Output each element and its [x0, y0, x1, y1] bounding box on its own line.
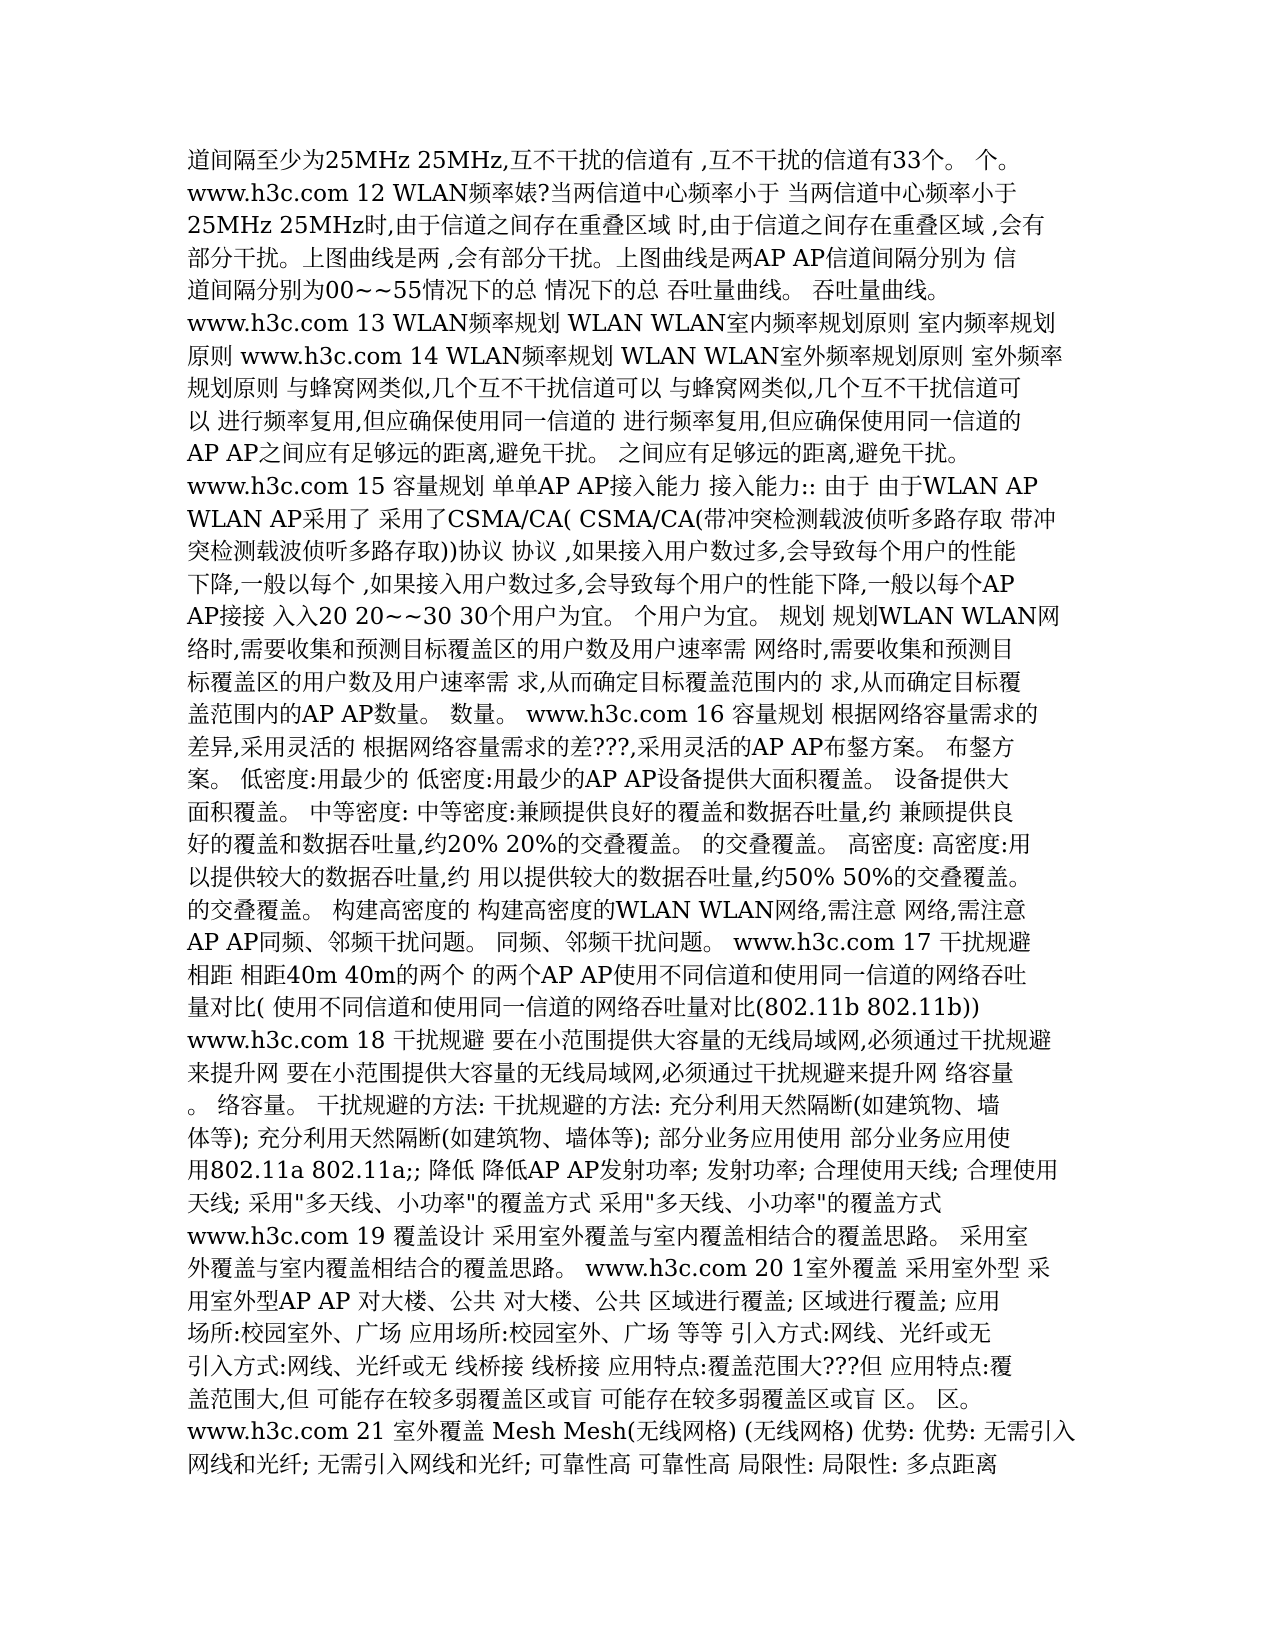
- body-text: [187, 145, 1087, 1481]
- text-line: www.h3c.com 12 WLAN频率婊?当两信道中心频率小于 当两信道中心频率小于: [187, 180, 1017, 207]
- text-line: 25MHz 25MHz时,由于信道之间存在重叠区域 时,由于信道之间存在重叠区域 ,会有: [187, 213, 1045, 240]
- text-line: 体等); 充分利用天然隔断(如建筑物、墙体等); 部分业务应用使用 部分业务应用使: [187, 1125, 1011, 1152]
- text-line: 道间隔至少为25MHz 25MHz,互不干扰的信道有 ,互不干扰的信道有33个。 个。: [187, 148, 1021, 174]
- text-line: 网线和光纤; 无需引入网线和光纤; 可靠性高 可靠性高 局限性: 局限性: 多点距离: [187, 1451, 998, 1478]
- text-line: 。 络容量。 干扰规避的方法: 干扰规避的方法: 充分利用天然隔断(如建筑物、墙: [187, 1093, 1000, 1120]
- text-line: 来提升网 要在小范围提供大容量的无线局域网,必须通过干扰规避来提升网 络容量: [187, 1060, 1014, 1087]
- text-line: AP接接 入入20 20~~30 30个用户为宜。 个用户为宜。 规划 规划WLAN WLAN网: [187, 604, 1061, 631]
- text-line: www.h3c.com 19 覆盖设计 采用室外覆盖与室内覆盖相结合的覆盖思路。 采用室: [187, 1223, 1029, 1250]
- text-line: www.h3c.com 13 WLAN频率规划 WLAN WLAN室内频率规划原则 室内频率规划: [187, 310, 1056, 337]
- text-line: 标覆盖区的用户数及用户速率需 求,从而确定目标覆盖范围内的 求,从而确定目标覆: [187, 669, 1022, 696]
- text-line: 原则 www.h3c.com 14 WLAN频率规划 WLAN WLAN室外频率规划原则 室外频率: [187, 343, 1063, 370]
- text-line: 盖范围大,但 可能存在较多弱覆盖区或盲 可能存在较多弱覆盖区或盲 区。 区。: [187, 1386, 983, 1413]
- text-line: 面积覆盖。 中等密度: 中等密度:兼顾提供良好的覆盖和数据吞吐量,约 兼顾提供良: [187, 799, 1014, 826]
- text-line: AP AP同频、邻频干扰问题。 同频、邻频干扰问题。 www.h3c.com 17 干扰规避: [187, 930, 1031, 957]
- text-line: 案。 低密度:用最少的 低密度:用最少的AP AP设备提供大面积覆盖。 设备提供大: [187, 767, 1009, 794]
- text-line: www.h3c.com 18 干扰规避 要在小范围提供大容量的无线局域网,必须通过干扰规避: [187, 1028, 1052, 1055]
- text-line: 用室外型AP AP 对大楼、公共 对大楼、公共 区域进行覆盖; 区域进行覆盖; 应用: [187, 1288, 1001, 1315]
- text-line: 差异,采用灵活的 根据网络容量需求的差???,采用灵活的AP AP布錖方案。 布錖方: [187, 734, 1015, 761]
- text-line: 天线; 采用"多天线、小功率"的覆盖方式 采用"多天线、小功率"的覆盖方式: [187, 1191, 942, 1217]
- text-line: 以 进行频率复用,但应确保使用同一信道的 进行频率复用,但应确保使用同一信道的: [187, 408, 1022, 435]
- text-line: 好的覆盖和数据吞吐量,约20% 20%的交叠覆盖。 的交叠覆盖。 高密度: 高密度:用: [187, 832, 1032, 859]
- text-line: 道间隔分别为00~~55情况下的总 情况下的总 吞吐量曲线。 吞吐量曲线。: [187, 278, 951, 305]
- text-line: 规划原则 与蜂窝网类似,几个互不干扰信道可以 与蜂窝网类似,几个互不干扰信道可: [187, 376, 1022, 403]
- text-line: 盖范围内的AP AP数量。 数量。 www.h3c.com 16 容量规划 根据网络容量需求的: [187, 702, 1039, 729]
- text-line: 场所:校园室外、广场 应用场所:校园室外、广场 等等 引入方式:网线、光纤或无: [187, 1321, 992, 1348]
- text-line: www.h3c.com 15 容量规划 单单AP AP接入能力 接入能力:: 由于 由于WLAN AP: [187, 473, 1038, 500]
- text-line: 以提供较大的数据吞吐量,约 用以提供较大的数据吞吐量,约50% 50%的交叠覆盖。: [187, 865, 1032, 892]
- text-line: 引入方式:网线、光纤或无 线桥接 线桥接 应用特点:覆盖范围大???但 应用特点:覆: [187, 1353, 1013, 1380]
- text-line: 突检测载波侦听多路存取))协议 协议 ,如果接入用户数过多,会导致每个用户的性能: [187, 539, 1017, 566]
- text-line: 络时,需要收集和预测目标覆盖区的用户数及用户速率需 网络时,需要收集和预测目: [187, 636, 1014, 663]
- text-line: 用802.11a 802.11a;; 降低 降低AP AP发射功率; 发射功率; 合理使用天线; 合理使用: [187, 1158, 1059, 1185]
- text-line: AP AP之间应有足够远的距离,避免干扰。 之间应有足够远的距离,避免干扰。: [187, 441, 971, 468]
- text-line: 量对比( 使用不同信道和使用同一信道的网络吞吐量对比(802.11b 802.11b)): [187, 995, 980, 1022]
- text-line: www.h3c.com 21 室外覆盖 Mesh Mesh(无线网格) (无线网格) 优势: 优势: 无需引入: [187, 1419, 1076, 1446]
- text-line: 外覆盖与室内覆盖相结合的覆盖思路。 www.h3c.com 20 1室外覆盖 采用室外型 采: [187, 1256, 1051, 1283]
- text-line: 相距 相距40m 40m的两个 的两个AP AP使用不同信道和使用同一信道的网络吞吐: [187, 962, 1027, 989]
- text-line: 部分干扰。上图曲线是两 ,会有部分干扰。上图曲线是两AP AP信道间隔分别为 信: [187, 245, 1017, 272]
- text-line: WLAN AP采用了 采用了CSMA/CA( CSMA/CA(带冲突检测载波侦听多路存取 带冲: [187, 506, 1056, 533]
- text-line: 下降,一般以每个 ,如果接入用户数过多,会导致每个用户的性能下降,一般以每个AP: [187, 571, 1015, 598]
- text-line: 的交叠覆盖。 构建高密度的 构建高密度的WLAN WLAN网络,需注意 网络,需注意: [187, 897, 1027, 924]
